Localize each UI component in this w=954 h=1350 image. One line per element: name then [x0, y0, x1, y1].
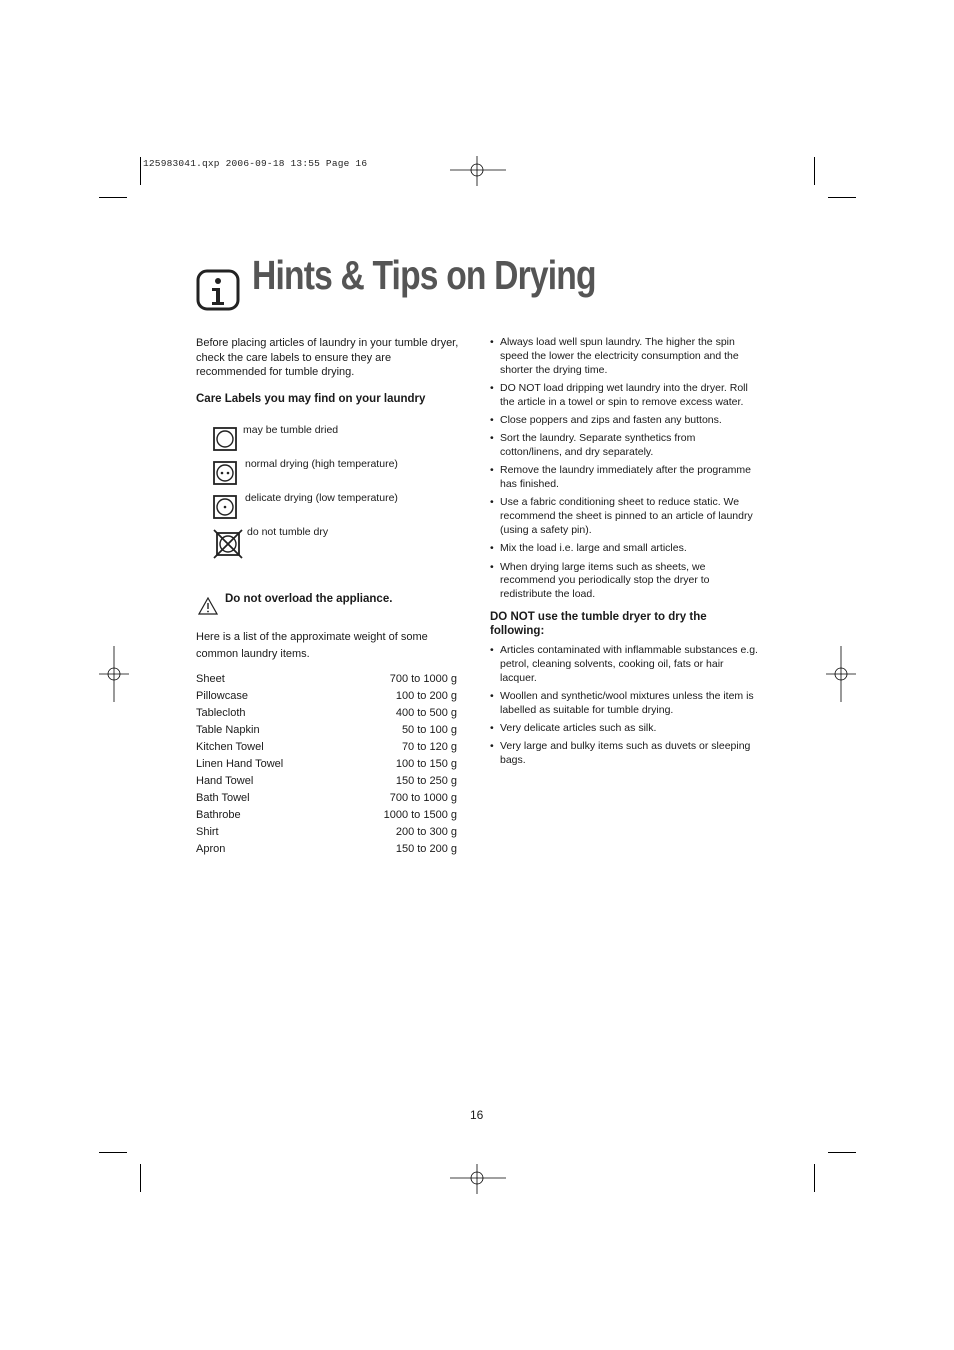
list-item: • Very delicate articles such as silk.: [490, 722, 760, 736]
list-item: • Woollen and synthetic/wool mixtures unless the item is labelled as suitable for tumble drying.: [490, 690, 760, 718]
table-row: [196, 757, 457, 774]
registration-mark-icon: [99, 646, 129, 702]
warning-triangle-icon: [198, 597, 218, 615]
table-row: [196, 808, 457, 825]
item-name: Shirt: [196, 826, 219, 838]
table-row: [196, 842, 457, 859]
item-weight: 150 to 250 g: [395, 775, 457, 787]
item-name: Tablecloth: [196, 707, 246, 719]
page-number: 16: [470, 1108, 484, 1122]
item-weight: 700 to 1000 g: [389, 673, 457, 685]
care-labels-heading: Care Labels you may find on your laundry: [196, 393, 426, 405]
care-label-text: may be tumble dried: [243, 424, 339, 436]
table-row: [196, 689, 457, 706]
list-item: • DO NOT load dripping wet laundry into the dryer. Roll the article in a towel or spin to remove excess water.: [490, 382, 760, 410]
crop-mark: [814, 1164, 815, 1192]
crop-mark: [828, 1152, 856, 1153]
list-item: • Sort the laundry. Separate synthetics from cotton/linens, and dry separately.: [490, 432, 760, 460]
item-name: Pillowcase: [196, 690, 248, 702]
info-icon: [196, 268, 240, 312]
weights-table: [196, 672, 457, 859]
crop-mark: [828, 197, 856, 198]
crop-mark: [99, 1152, 127, 1153]
item-weight: 100 to 150 g: [395, 758, 457, 770]
table-row: [196, 740, 457, 757]
crop-mark: [140, 1164, 141, 1192]
tumble-dry-high-icon: [213, 461, 237, 485]
item-name: Kitchen Towel: [196, 741, 264, 753]
crop-mark: [814, 157, 815, 185]
tumble-dry-low-icon: [213, 495, 237, 519]
do-not-heading: DO NOT use the tumble dryer to dry the following:: [490, 611, 707, 637]
crop-mark: [140, 157, 141, 185]
item-name: Linen Hand Towel: [196, 758, 284, 770]
item-name: Apron: [196, 843, 226, 855]
item-weight: 1000 to 1500 g: [383, 809, 457, 821]
table-row: [196, 706, 457, 723]
weights-intro: Here is a list of the approximate weight of some common laundry items.: [196, 631, 428, 660]
list-item: • Close poppers and zips and fasten any buttons.: [490, 414, 760, 428]
print-slug: 125983041.qxp 2006-09-18 13:55 Page 16: [143, 158, 368, 169]
tumble-dry-icon: [213, 427, 237, 451]
registration-mark-icon: [450, 156, 506, 186]
item-weight: 100 to 200 g: [395, 690, 457, 702]
crop-mark: [99, 197, 127, 198]
care-label-text: delicate drying (low temperature): [245, 492, 398, 504]
intro-paragraph: Before placing articles of laundry in your tumble dryer, check the care labels to ensure they are recommended for tumble drying.: [196, 337, 459, 378]
item-name: Hand Towel: [196, 775, 254, 787]
item-name: Sheet: [196, 673, 225, 685]
item-weight: 70 to 120 g: [401, 741, 457, 753]
list-item: • Use a fabric conditioning sheet to reduce static. We recommend the sheet is pinned to an article of laundry (using a safety pin).: [490, 496, 760, 537]
overload-warning: Do not overload the appliance.: [225, 593, 393, 605]
item-weight: 700 to 1000 g: [389, 792, 457, 804]
list-item: • When drying large items such as sheets, we recommend you periodically stop the dryer to redistribute the load.: [490, 561, 760, 602]
list-item: • Very large and bulky items such as duvets or sleeping bags.: [490, 740, 760, 768]
list-item: • Always load well spun laundry. The higher the spin speed the lower the electricity consumption and the shorter the drying time.: [490, 336, 760, 377]
page-title: Hints & Tips on Drying: [252, 252, 596, 298]
do-not-list: [490, 644, 760, 772]
item-weight: 200 to 300 g: [395, 826, 457, 838]
tips-list: [490, 336, 760, 607]
table-row: [196, 825, 457, 842]
item-name: Bathrobe: [196, 809, 241, 821]
registration-mark-icon: [826, 646, 856, 702]
registration-mark-icon: [450, 1164, 506, 1194]
item-weight: 150 to 200 g: [395, 843, 457, 855]
list-item: • Remove the laundry immediately after the programme has finished.: [490, 464, 760, 492]
item-name: Table Napkin: [196, 724, 260, 736]
do-not-tumble-dry-icon: [213, 529, 243, 559]
list-item: • Mix the load i.e. large and small articles.: [490, 542, 760, 556]
table-row: [196, 774, 457, 791]
table-row: [196, 791, 457, 808]
care-label-text: do not tumble dry: [247, 526, 329, 538]
list-item: • Articles contaminated with inflammable substances e.g. petrol, cleaning solvents, cooking oil, fats or hair lacquer.: [490, 644, 760, 685]
item-weight: 50 to 100 g: [401, 724, 457, 736]
item-name: Bath Towel: [196, 792, 250, 804]
table-row: [196, 723, 457, 740]
item-weight: 400 to 500 g: [395, 707, 457, 719]
care-label-text: normal drying (high temperature): [245, 458, 398, 470]
table-row: [196, 672, 457, 689]
